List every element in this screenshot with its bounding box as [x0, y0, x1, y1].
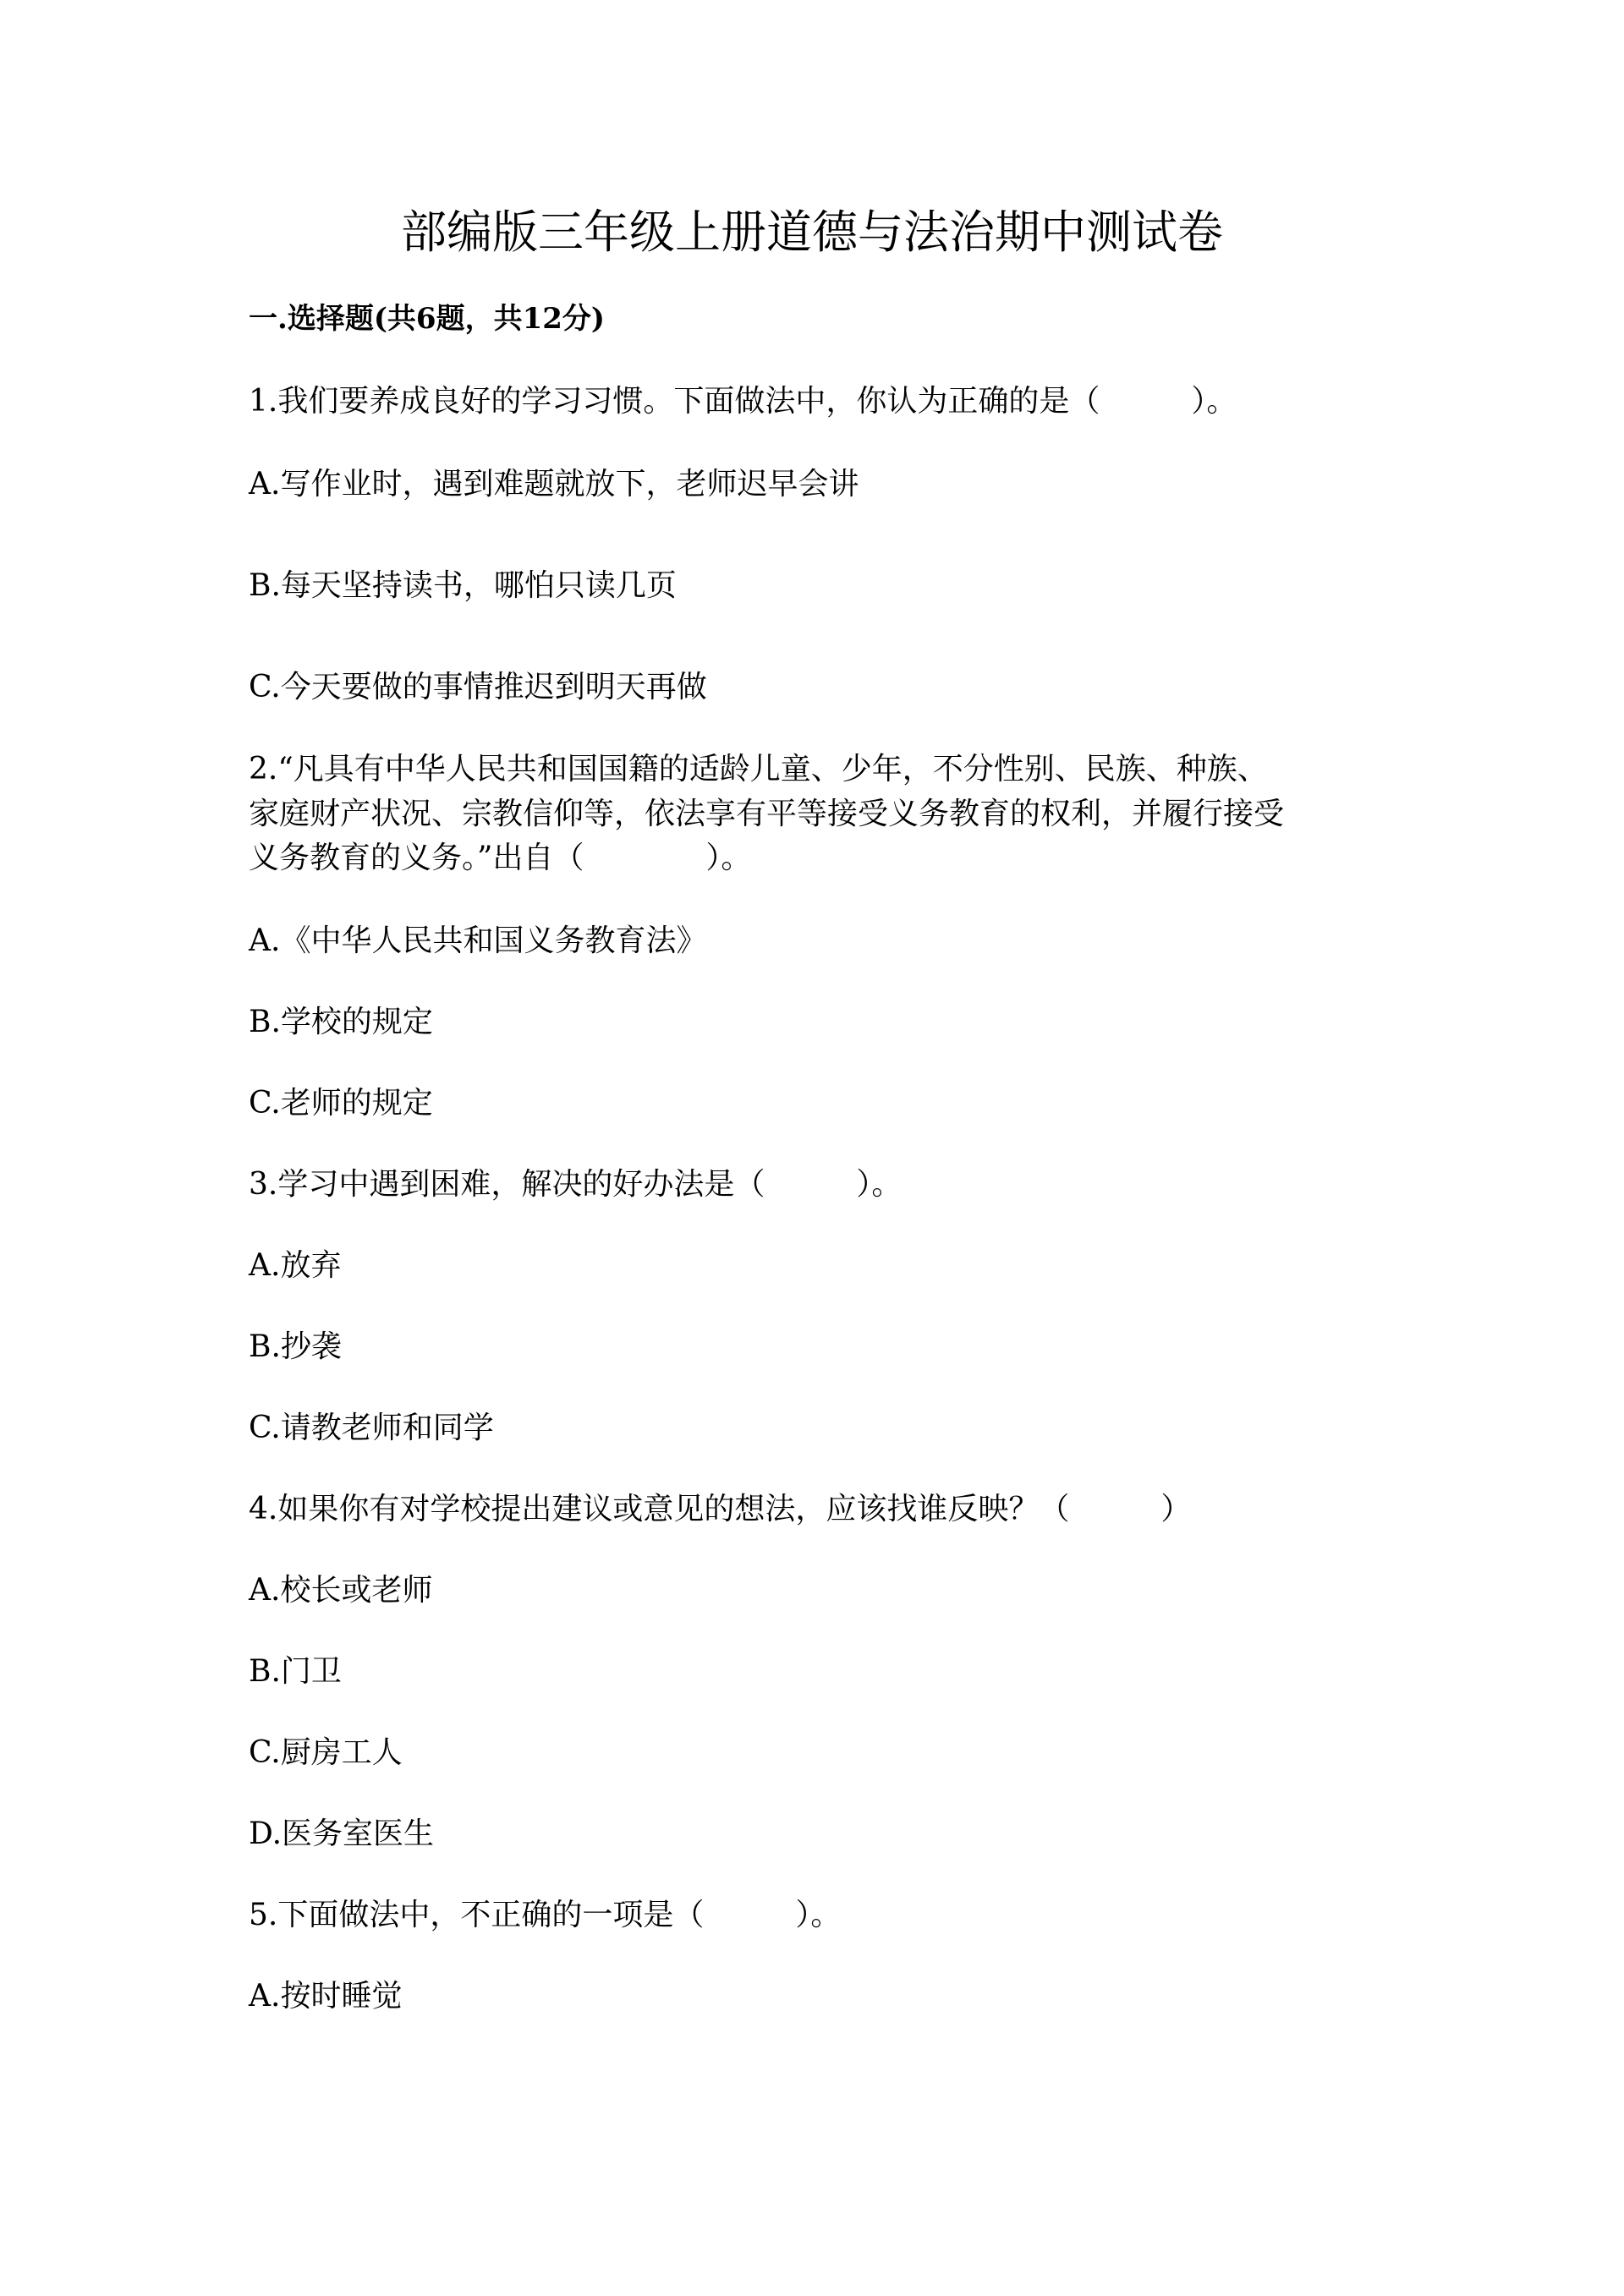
question-3-option-c: C.请教老师和同学	[249, 1411, 494, 1445]
question-1-stem: 1.我们要养成良好的学习习惯。下面做法中，你认为正确的是（ ）。	[249, 384, 1237, 419]
question-3-option-b: B.抄袭	[249, 1329, 342, 1364]
question-5-stem: 5.下面做法中，不正确的一项是（ ）。	[249, 1898, 842, 1932]
question-4-option-a: A.校长或老师	[249, 1573, 433, 1608]
page-title: 部编版三年级上册道德与法治期中测试卷	[401, 205, 1223, 259]
question-5-option-a: A.按时睡觉	[249, 1979, 403, 2014]
question-4-option-d: D.医务室医生	[249, 1817, 435, 1851]
section-heading: 一.选择题(共6题，共12分)	[249, 302, 605, 336]
question-4-option-c: C.厨房工人	[249, 1735, 403, 1770]
question-3-option-a: A.放弃	[249, 1248, 342, 1283]
question-2-stem-line-1: 2.“凡具有中华人民共和国国籍的适龄儿童、少年，不分性别、民族、种族、	[249, 752, 1268, 786]
question-4-stem: 4.如果你有对学校提出建议或意见的想法，应该找谁反映？（ ）	[249, 1492, 1192, 1526]
question-1-option-b: B.每天坚持读书，哪怕只读几页	[249, 568, 677, 603]
question-1-option-a: A.写作业时，遇到难题就放下，老师迟早会讲	[249, 467, 859, 501]
question-4-option-b: B.门卫	[249, 1654, 342, 1689]
question-1-option-c: C.今天要做的事情推迟到明天再做	[249, 670, 707, 704]
question-3-stem: 3.学习中遇到困难，解决的好办法是（ ）。	[249, 1167, 903, 1202]
question-2-option-b: B.学校的规定	[249, 1005, 433, 1039]
question-2-option-a: A.《中华人民共和国义务教育法》	[249, 923, 707, 958]
question-2-stem-line-3: 义务教育的义务。”出自（ ）。	[249, 841, 752, 875]
question-2-option-c: C.老师的规定	[249, 1086, 433, 1121]
question-2-stem-line-2: 家庭财产状况、宗教信仰等，依法享有平等接受义务教育的权利，并履行接受	[249, 797, 1285, 831]
